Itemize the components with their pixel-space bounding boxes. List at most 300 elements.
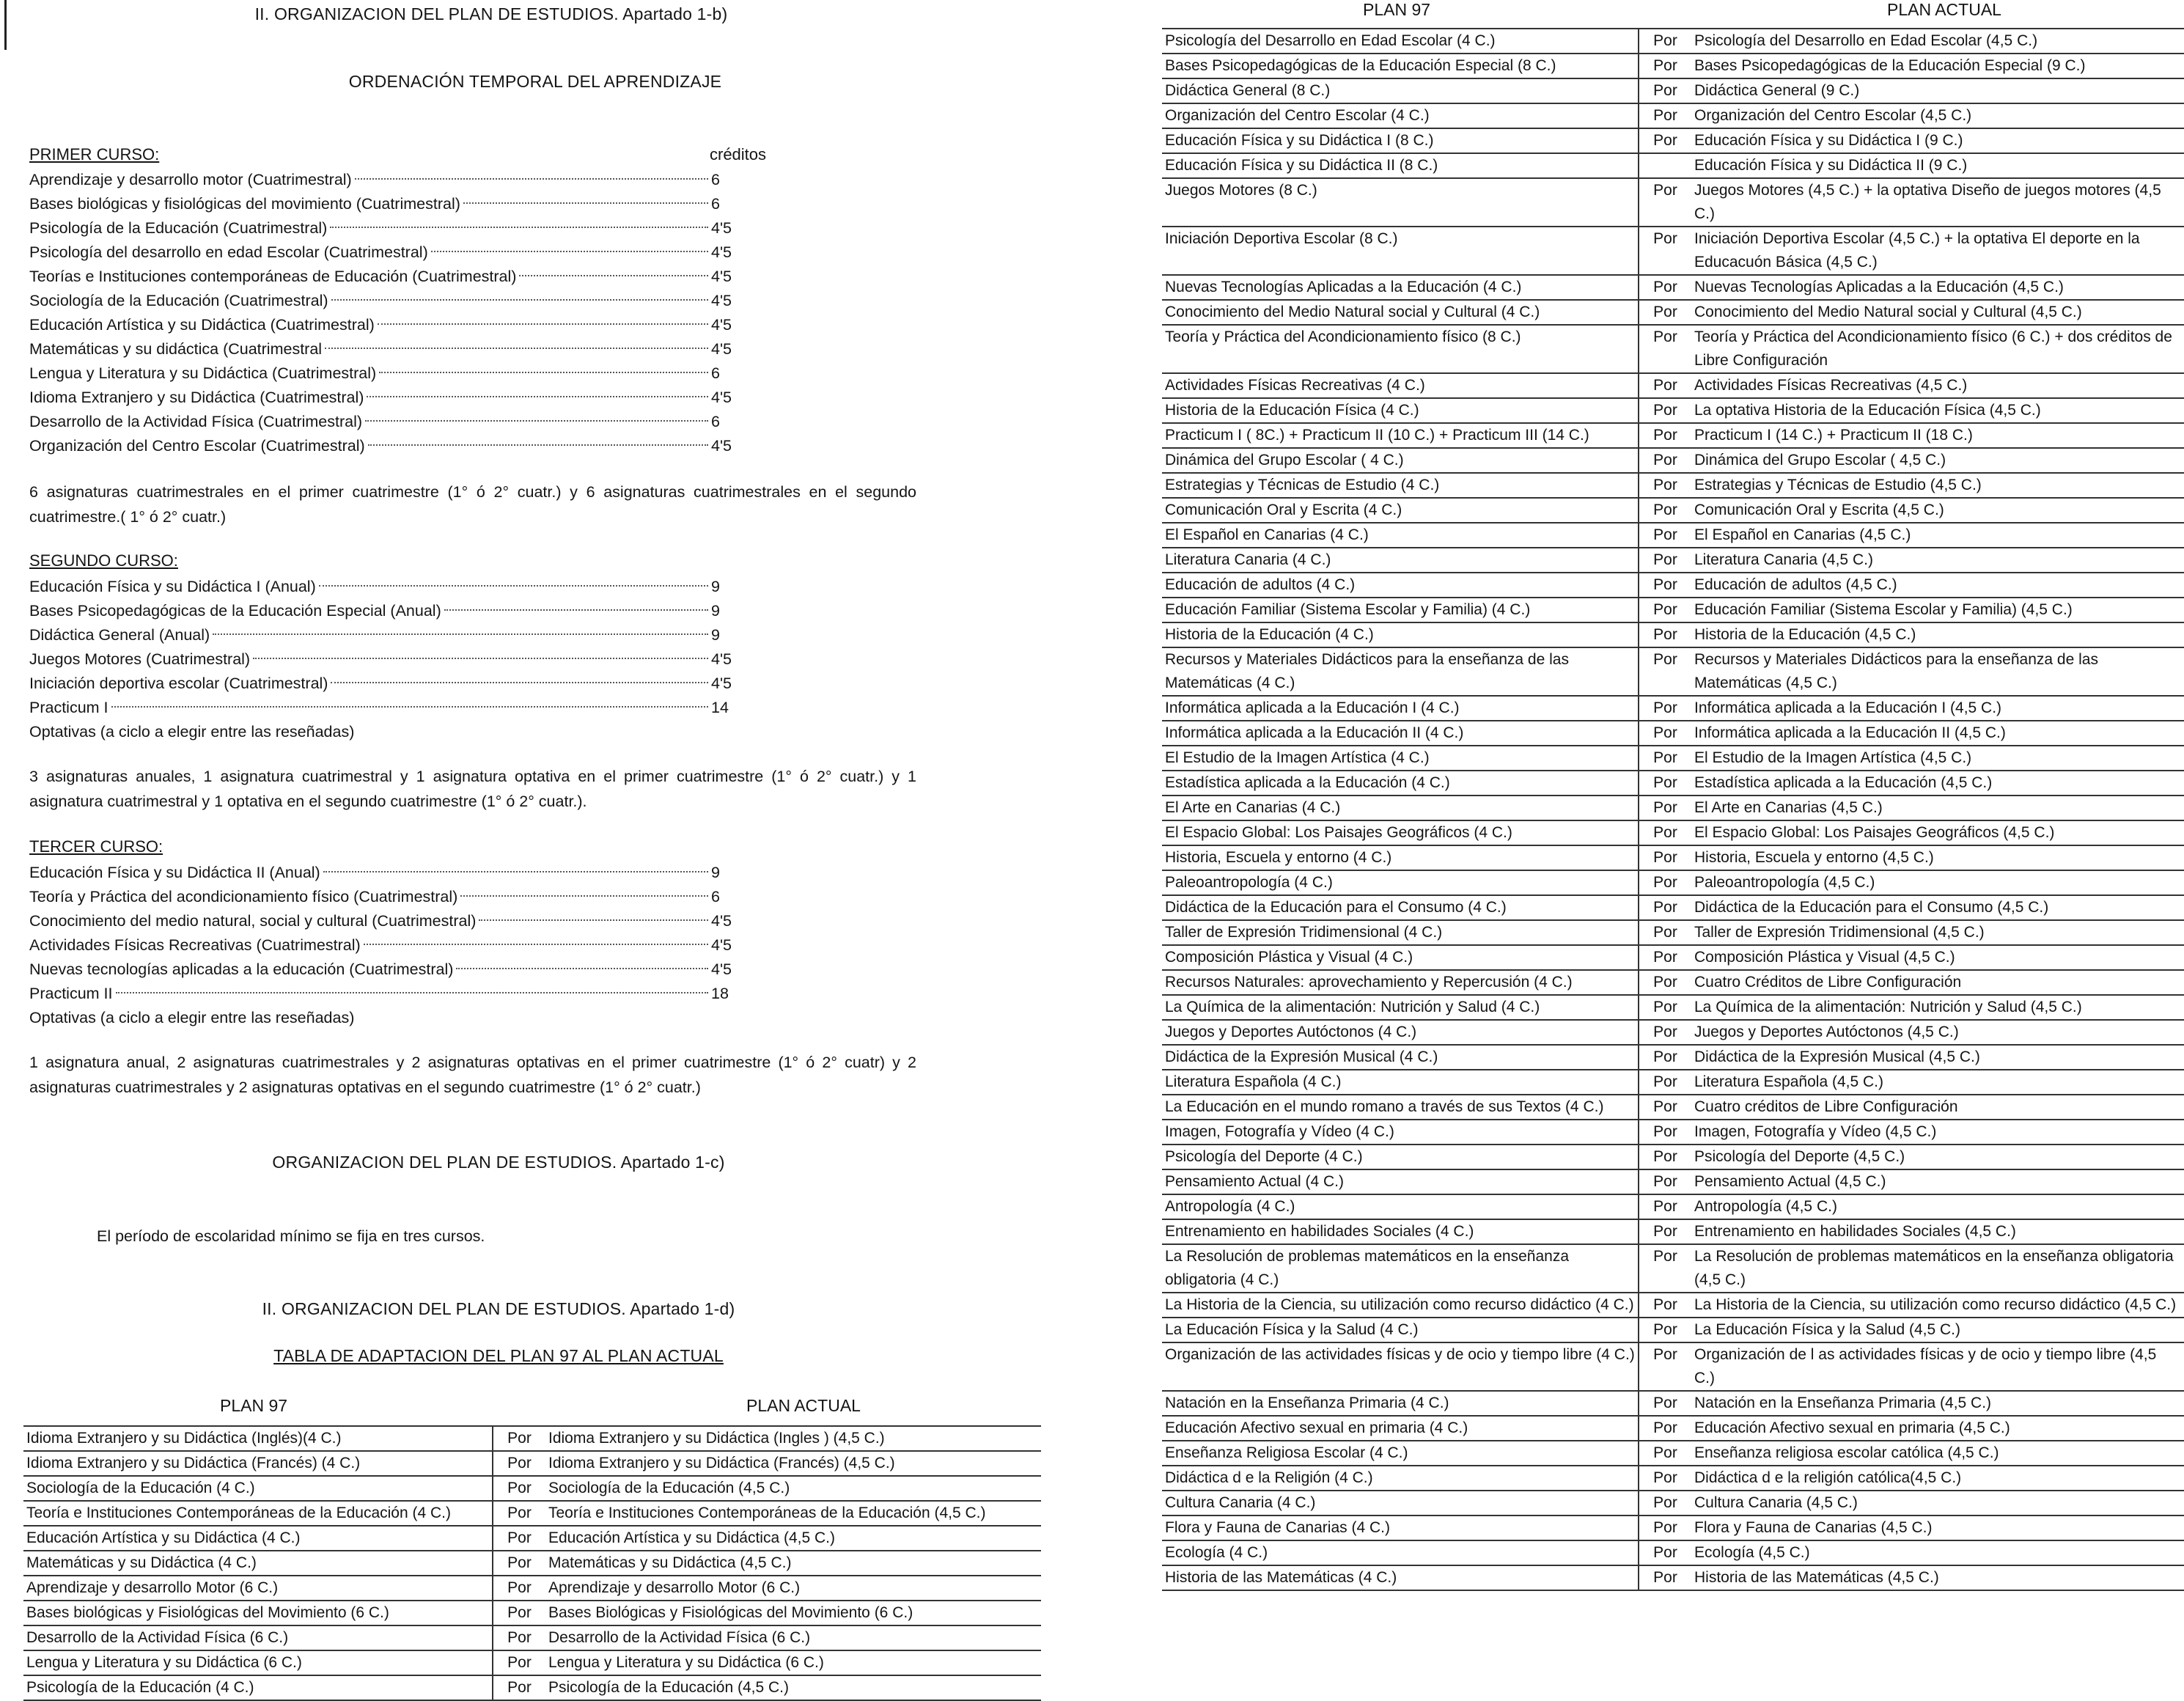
plan-actual-cell: Cuatro Créditos de Libre Configuración bbox=[1691, 970, 2184, 995]
subject-credits: 4'5 bbox=[711, 437, 732, 455]
subject-row bbox=[29, 386, 748, 410]
subject-credits: 4'5 bbox=[711, 650, 732, 668]
plan97-cell: Historia de la Educación Física (4 C.) bbox=[1162, 398, 1639, 423]
subject-name: Practicum II bbox=[29, 985, 113, 1002]
por-cell: Por bbox=[1639, 78, 1691, 103]
adaptation-table-title: TABLA DE ADAPTACION DEL PLAN 97 AL PLAN ACTUAL bbox=[273, 1346, 724, 1365]
plan97-cell: Organización de las actividades físicas y de ocio y tiempo libre (4 C.) bbox=[1162, 1342, 1639, 1391]
subject-name: Aprendizaje y desarrollo motor (Cuatrimestral) bbox=[29, 171, 352, 188]
plan97-cell: Enseñanza Religiosa Escolar (4 C.) bbox=[1162, 1441, 1639, 1466]
third-course-optional: Optativas (a ciclo a elegir entre las reseñadas) bbox=[29, 1009, 355, 1026]
plan-actual-cell: Cuatro créditos de Libre Configuración bbox=[1691, 1095, 2184, 1120]
por-cell: Por bbox=[1639, 573, 1691, 598]
plan-actual-cell: Flora y Fauna de Canarias (4,5 C.) bbox=[1691, 1516, 2184, 1540]
plan97-cell: Literatura Española (4 C.) bbox=[1162, 1070, 1639, 1095]
plan-actual-cell: Desarrollo de la Actividad Física (6 C.) bbox=[545, 1625, 1041, 1650]
plan97-cell: El Espacio Global: Los Paisajes Geográficos (4 C.) bbox=[1162, 820, 1639, 845]
por-cell: Por bbox=[1639, 1120, 1691, 1145]
por-cell: Por bbox=[1639, 1145, 1691, 1169]
table-row bbox=[1162, 647, 2184, 696]
plan-actual-cell: Teoría y Práctica del Acondicionamiento físico (6 C.) + dos créditos de Libre Configuración bbox=[1691, 325, 2184, 373]
plan97-cell: Estadística aplicada a la Educación (4 C.) bbox=[1162, 771, 1639, 796]
plan-actual-cell: La optativa Historia de la Educación Física (4,5 C.) bbox=[1691, 398, 2184, 423]
subject-credits: 9 bbox=[711, 626, 720, 644]
por-cell: Por bbox=[1639, 1070, 1691, 1095]
subject-row bbox=[29, 240, 748, 265]
por-cell: Por bbox=[1639, 1540, 1691, 1565]
subject-row bbox=[29, 647, 748, 672]
subject-credits: 9 bbox=[711, 578, 720, 595]
plan-actual-cell: Bases Biológicas y Fisiológicas del Movimiento (6 C.) bbox=[545, 1601, 1041, 1625]
table-row bbox=[1162, 721, 2184, 746]
plan-actual-cell: Psicología del Desarrollo en Edad Escolar (4,5 C.) bbox=[1691, 29, 2184, 54]
plan-actual-cell: Educación Afectivo sexual en primaria (4,5 C.) bbox=[1691, 1416, 2184, 1441]
table-row bbox=[1162, 1045, 2184, 1070]
subject-credits: 18 bbox=[711, 985, 729, 1002]
por-cell: Por bbox=[1639, 1342, 1691, 1391]
table-row bbox=[1162, 1516, 2184, 1540]
table-row bbox=[1162, 1293, 2184, 1318]
plan-actual-cell: El Espacio Global: Los Paisajes Geográficos (4,5 C.) bbox=[1691, 820, 2184, 845]
subject-credits: 4'5 bbox=[711, 960, 732, 978]
subject-credits: 9 bbox=[711, 602, 720, 620]
plan-actual-cell: Natación en la Enseñanza Primaria (4,5 C.) bbox=[1691, 1391, 2184, 1416]
plan-actual-cell: Taller de Expresión Tridimensional (4,5 C.) bbox=[1691, 920, 2184, 945]
plan97-cell: Practicum I ( 8C.) + Practicum II (10 C.) + Practicum III (14 C.) bbox=[1162, 423, 1639, 448]
plan-actual-cell: Estadística aplicada a la Educación (4,5 C.) bbox=[1691, 771, 2184, 796]
dot-leader bbox=[367, 396, 708, 397]
plan97-cell: Historia, Escuela y entorno (4 C.) bbox=[1162, 845, 1639, 870]
table-row bbox=[1162, 1342, 2184, 1391]
table-row bbox=[1162, 1244, 2184, 1293]
table-row bbox=[1162, 746, 2184, 771]
plan-actual-cell: Aprendizaje y desarrollo Motor (6 C.) bbox=[545, 1576, 1041, 1601]
table-row bbox=[23, 1526, 1041, 1551]
schooling-text: El período de escolaridad mínimo se fija en tres cursos. bbox=[97, 1227, 485, 1245]
table-row bbox=[1162, 1318, 2184, 1342]
plan97-cell: Antropología (4 C.) bbox=[1162, 1194, 1639, 1219]
por-cell: Por bbox=[1639, 29, 1691, 54]
subject-name: Matemáticas y su didáctica (Cuatrimestral bbox=[29, 340, 323, 358]
por-cell: Por bbox=[1639, 1293, 1691, 1318]
left-page bbox=[0, 0, 1070, 1701]
dot-leader bbox=[456, 968, 708, 969]
plan-actual-cell: Organización de l as actividades físicas y de ocio y tiempo libre (4,5 C.) bbox=[1691, 1342, 2184, 1391]
plan97-cell: Psicología del Deporte (4 C.) bbox=[1162, 1145, 1639, 1169]
subject-row bbox=[29, 168, 748, 192]
table-row bbox=[23, 1501, 1041, 1526]
plan97-cell: Desarrollo de la Actividad Física (6 C.) bbox=[23, 1625, 493, 1650]
plan-actual-cell: Psicología de la Educación (4,5 C.) bbox=[545, 1675, 1041, 1700]
plan-actual-cell: Antropología (4,5 C.) bbox=[1691, 1194, 2184, 1219]
plan97-cell: La Historia de la Ciencia, su utilización como recurso didáctico (4 C.) bbox=[1162, 1293, 1639, 1318]
plan-actual-cell: Matemáticas y su Didáctica (4,5 C.) bbox=[545, 1551, 1041, 1576]
plan97-cell: Aprendizaje y desarrollo Motor (6 C.) bbox=[23, 1576, 493, 1601]
table-row bbox=[1162, 1070, 2184, 1095]
por-cell: Por bbox=[493, 1476, 545, 1501]
por-cell: Por bbox=[1639, 548, 1691, 573]
plan-actual-cell: La Resolución de problemas matemáticos en la enseñanza obligatoria (4,5 C.) bbox=[1691, 1244, 2184, 1293]
plan97-cell: Didáctica General (8 C.) bbox=[1162, 78, 1639, 103]
right-col-label-plan97: PLAN 97 bbox=[1363, 0, 1431, 19]
table-row bbox=[1162, 622, 2184, 647]
por-cell: Por bbox=[1639, 275, 1691, 300]
plan97-cell: Idioma Extranjero y su Didáctica (Inglés)(4 C.) bbox=[23, 1426, 493, 1451]
subject-name: Educación Física y su Didáctica II (Anual) bbox=[29, 864, 320, 881]
plan97-cell: Bases biológicas y Fisiológicas del Movimiento (6 C.) bbox=[23, 1601, 493, 1625]
table-row bbox=[1162, 771, 2184, 796]
third-course-subject-list bbox=[29, 861, 748, 1006]
plan-actual-cell: Organización del Centro Escolar (4,5 C.) bbox=[1691, 103, 2184, 128]
por-cell: Por bbox=[1639, 128, 1691, 153]
table-row bbox=[1162, 1120, 2184, 1145]
first-course-subject-list bbox=[29, 168, 748, 458]
table-row bbox=[1162, 845, 2184, 870]
plan97-cell: Composición Plástica y Visual (4 C.) bbox=[1162, 945, 1639, 970]
plan-actual-cell: Educación Familiar (Sistema Escolar y Familia) (4,5 C.) bbox=[1691, 598, 2184, 622]
por-cell: Por bbox=[1639, 523, 1691, 548]
table-row bbox=[1162, 920, 2184, 945]
por-cell: Por bbox=[1639, 1491, 1691, 1516]
por-cell: Por bbox=[1639, 1244, 1691, 1293]
dot-leader bbox=[319, 585, 708, 587]
plan-actual-cell: Didáctica General (9 C.) bbox=[1691, 78, 2184, 103]
plan97-cell: La Educación en el mundo romano a través de sus Textos (4 C.) bbox=[1162, 1095, 1639, 1120]
subject-row bbox=[29, 861, 748, 885]
dot-leader bbox=[331, 682, 708, 683]
table-row bbox=[1162, 895, 2184, 920]
left-col-label-plan97: PLAN 97 bbox=[220, 1396, 288, 1415]
por-cell: Por bbox=[1639, 970, 1691, 995]
plan-actual-cell: Historia de las Matemáticas (4,5 C.) bbox=[1691, 1565, 2184, 1590]
table-row bbox=[1162, 398, 2184, 423]
por-cell: Por bbox=[493, 1501, 545, 1526]
credits-column-label: créditos bbox=[710, 145, 767, 164]
dot-leader bbox=[444, 609, 708, 611]
por-cell: Por bbox=[1639, 796, 1691, 820]
third-course-title: TERCER CURSO: bbox=[29, 837, 163, 856]
subject-credits: 4'5 bbox=[711, 292, 732, 309]
plan-actual-cell: Paleoantropología (4,5 C.) bbox=[1691, 870, 2184, 895]
subject-row bbox=[29, 933, 748, 958]
table-row bbox=[1162, 473, 2184, 498]
table-row bbox=[1162, 227, 2184, 275]
por-cell: Por bbox=[1639, 995, 1691, 1020]
por-cell: Por bbox=[1639, 1095, 1691, 1120]
plan97-cell: Juegos Motores (8 C.) bbox=[1162, 178, 1639, 227]
dot-leader bbox=[331, 299, 708, 301]
subject-row bbox=[29, 265, 748, 289]
plan97-cell: Organización del Centro Escolar (4 C.) bbox=[1162, 103, 1639, 128]
subheading-ordenacion: ORDENACIÓN TEMPORAL DEL APRENDIZAJE bbox=[348, 72, 722, 91]
table-row bbox=[1162, 1194, 2184, 1219]
table-row bbox=[1162, 598, 2184, 622]
subject-name: Teoría y Práctica del acondicionamiento físico (Cuatrimestral) bbox=[29, 888, 458, 905]
subject-row bbox=[29, 885, 748, 909]
dot-leader bbox=[116, 992, 709, 993]
plan97-cell: Educación de adultos (4 C.) bbox=[1162, 573, 1639, 598]
subject-credits: 4'5 bbox=[711, 936, 732, 954]
plan-actual-cell: Literatura Canaria (4,5 C.) bbox=[1691, 548, 2184, 573]
plan97-cell: Pensamiento Actual (4 C.) bbox=[1162, 1169, 1639, 1194]
subject-row bbox=[29, 313, 748, 337]
por-cell: Por bbox=[1639, 1045, 1691, 1070]
subject-name: Actividades Físicas Recreativas (Cuatrimestral) bbox=[29, 936, 361, 954]
plan97-cell: Psicología de la Educación (4 C.) bbox=[23, 1675, 493, 1700]
table-row bbox=[1162, 1219, 2184, 1244]
subject-row bbox=[29, 216, 748, 240]
subject-row bbox=[29, 575, 748, 599]
por-cell: Por bbox=[1639, 920, 1691, 945]
second-course-optional-wrap bbox=[29, 720, 748, 744]
table-row bbox=[1162, 696, 2184, 721]
por-cell: Por bbox=[1639, 1318, 1691, 1342]
table-row bbox=[1162, 1441, 2184, 1466]
subject-name: Idioma Extranjero y su Didáctica (Cuatrimestral) bbox=[29, 389, 364, 406]
plan-actual-cell: Lengua y Literatura y su Didáctica (6 C.) bbox=[545, 1650, 1041, 1675]
plan97-cell: Cultura Canaria (4 C.) bbox=[1162, 1491, 1639, 1516]
plan97-cell: Ecología (4 C.) bbox=[1162, 1540, 1639, 1565]
dot-leader bbox=[379, 372, 708, 373]
table-row bbox=[1162, 325, 2184, 373]
plan-actual-cell: Composición Plástica y Visual (4,5 C.) bbox=[1691, 945, 2184, 970]
plan-actual-cell: Didáctica d e la religión católica(4,5 C.) bbox=[1691, 1466, 2184, 1491]
plan-actual-cell: El Estudio de la Imagen Artística (4,5 C.) bbox=[1691, 746, 2184, 771]
plan97-cell: Iniciación Deportiva Escolar (8 C.) bbox=[1162, 227, 1639, 275]
table-row bbox=[1162, 1565, 2184, 1590]
por-cell: Por bbox=[1639, 746, 1691, 771]
subject-name: Organización del Centro Escolar (Cuatrimestral) bbox=[29, 437, 365, 455]
subject-credits: 6 bbox=[711, 888, 720, 905]
plan-actual-cell: Bases Psicopedagógicas de la Educación Especial (9 C.) bbox=[1691, 54, 2184, 78]
adaptation-table-right bbox=[1162, 28, 2184, 1591]
plan97-cell: Educación Artística y su Didáctica (4 C.) bbox=[23, 1526, 493, 1551]
dot-leader bbox=[463, 202, 708, 204]
subject-credits: 4'5 bbox=[711, 675, 732, 692]
plan97-cell: Dinámica del Grupo Escolar ( 4 C.) bbox=[1162, 448, 1639, 473]
por-cell: Por bbox=[493, 1625, 545, 1650]
plan97-cell: El Español en Canarias (4 C.) bbox=[1162, 523, 1639, 548]
plan-actual-cell: Entrenamiento en habilidades Sociales (4,5 C.) bbox=[1691, 1219, 2184, 1244]
por-cell: Por bbox=[1639, 870, 1691, 895]
table-row bbox=[1162, 1540, 2184, 1565]
first-course-title: PRIMER CURSO: bbox=[29, 145, 160, 164]
table-row bbox=[23, 1451, 1041, 1476]
subject-row bbox=[29, 361, 748, 386]
table-row bbox=[1162, 995, 2184, 1020]
por-cell: Por bbox=[1639, 423, 1691, 448]
plan-actual-cell: Enseñanza religiosa escolar católica (4,5 C.) bbox=[1691, 1441, 2184, 1466]
table-row bbox=[1162, 1491, 2184, 1516]
dot-leader bbox=[355, 178, 708, 180]
por-cell: Por bbox=[1639, 1441, 1691, 1466]
table-row bbox=[1162, 820, 2184, 845]
plan97-cell: Literatura Canaria (4 C.) bbox=[1162, 548, 1639, 573]
plan-actual-cell: Idioma Extranjero y su Didáctica (Ingles ) (4,5 C.) bbox=[545, 1426, 1041, 1451]
plan97-cell: Taller de Expresión Tridimensional (4 C.) bbox=[1162, 920, 1639, 945]
plan-actual-cell: Iniciación Deportiva Escolar (4,5 C.) + la optativa El deporte en la Educacuón Básica (4,5 C.) bbox=[1691, 227, 2184, 275]
plan-actual-cell: Pensamiento Actual (4,5 C.) bbox=[1691, 1169, 2184, 1194]
table-row bbox=[23, 1551, 1041, 1576]
table-row bbox=[1162, 300, 2184, 325]
adaptation-table-left bbox=[23, 1425, 1041, 1701]
plan97-cell: Didáctica de la Expresión Musical (4 C.) bbox=[1162, 1045, 1639, 1070]
right-col-label-plan-actual: PLAN ACTUAL bbox=[1887, 0, 2001, 19]
table-row bbox=[1162, 796, 2184, 820]
por-cell: Por bbox=[1639, 227, 1691, 275]
por-cell: Por bbox=[1639, 1466, 1691, 1491]
subject-credits: 4'5 bbox=[711, 912, 732, 930]
plan-actual-cell: Conocimiento del Medio Natural social y Cultural (4,5 C.) bbox=[1691, 300, 2184, 325]
subject-credits: 4'5 bbox=[711, 340, 732, 358]
table-row bbox=[1162, 970, 2184, 995]
por-cell: Por bbox=[493, 1601, 545, 1625]
por-cell: Por bbox=[1639, 54, 1691, 78]
plan-actual-cell: Literatura Española (4,5 C.) bbox=[1691, 1070, 2184, 1095]
por-cell: Por bbox=[1639, 300, 1691, 325]
subject-row bbox=[29, 982, 748, 1006]
plan-actual-cell: Dinámica del Grupo Escolar ( 4,5 C.) bbox=[1691, 448, 2184, 473]
plan97-cell: Teoría e Instituciones Contemporáneas de la Educación (4 C.) bbox=[23, 1501, 493, 1526]
dot-leader bbox=[111, 706, 708, 708]
plan97-cell: Lengua y Literatura y su Didáctica (6 C.) bbox=[23, 1650, 493, 1675]
table-row bbox=[23, 1476, 1041, 1501]
por-cell: Por bbox=[1639, 325, 1691, 373]
plan-actual-cell: Comunicación Oral y Escrita (4,5 C.) bbox=[1691, 498, 2184, 523]
plan-actual-cell: Informática aplicada a la Educación I (4,5 C.) bbox=[1691, 696, 2184, 721]
plan-actual-cell: Educación de adultos (4,5 C.) bbox=[1691, 573, 2184, 598]
plan97-cell: Informática aplicada a la Educación II (4 C.) bbox=[1162, 721, 1639, 746]
por-cell: Por bbox=[1639, 771, 1691, 796]
plan97-cell: Imagen, Fotografía y Vídeo (4 C.) bbox=[1162, 1120, 1639, 1145]
subject-name: Sociología de la Educación (Cuatrimestral) bbox=[29, 292, 328, 309]
plan-actual-cell: Historia de la Educación (4,5 C.) bbox=[1691, 622, 2184, 647]
por-cell: Por bbox=[1639, 473, 1691, 498]
subject-name: Iniciación deportiva escolar (Cuatrimestral) bbox=[29, 675, 328, 692]
heading-apartado-1d: II. ORGANIZACION DEL PLAN DE ESTUDIOS. Apartado 1-d) bbox=[262, 1299, 735, 1318]
plan97-cell: Educación Familiar (Sistema Escolar y Familia) (4 C.) bbox=[1162, 598, 1639, 622]
dot-leader bbox=[431, 251, 708, 252]
table-row bbox=[1162, 29, 2184, 54]
subject-row bbox=[29, 672, 748, 696]
plan-actual-cell: El Español en Canarias (4,5 C.) bbox=[1691, 523, 2184, 548]
subject-credits: 4'5 bbox=[711, 219, 732, 237]
subject-name: Didáctica General (Anual) bbox=[29, 626, 210, 644]
second-course-optional: Optativas (a ciclo a elegir entre las reseñadas) bbox=[29, 723, 355, 741]
subject-name: Practicum I bbox=[29, 699, 109, 716]
dot-leader bbox=[479, 919, 708, 921]
plan97-cell: Conocimiento del Medio Natural social y Cultural (4 C.) bbox=[1162, 300, 1639, 325]
plan97-cell: La Química de la alimentación: Nutrición y Salud (4 C.) bbox=[1162, 995, 1639, 1020]
dot-leader bbox=[330, 227, 708, 228]
table-row bbox=[23, 1426, 1041, 1451]
por-cell bbox=[1639, 153, 1691, 178]
subject-row bbox=[29, 337, 748, 361]
first-course-note: 6 asignaturas cuatrimestrales en el primer cuatrimestre (1° ó 2° cuatr.) y 6 asignaturas cuatrimestrales en el segundo cuatrimestre.( 1° ó 2° cuatr.) bbox=[29, 483, 916, 526]
subject-credits: 4'5 bbox=[711, 389, 732, 406]
plan97-cell: Entrenamiento en habilidades Sociales (4 C.) bbox=[1162, 1219, 1639, 1244]
plan-actual-cell: Didáctica de la Educación para el Consumo (4,5 C.) bbox=[1691, 895, 2184, 920]
table-row bbox=[1162, 945, 2184, 970]
por-cell: Por bbox=[1639, 1219, 1691, 1244]
por-cell: Por bbox=[493, 1526, 545, 1551]
plan97-cell: Recursos Naturales: aprovechamiento y Repercusión (4 C.) bbox=[1162, 970, 1639, 995]
subject-row bbox=[29, 696, 748, 720]
table-row bbox=[1162, 54, 2184, 78]
subject-credits: 4'5 bbox=[711, 316, 732, 334]
por-cell: Por bbox=[1639, 373, 1691, 398]
dot-leader bbox=[519, 275, 708, 276]
plan-actual-cell: Historia, Escuela y entorno (4,5 C.) bbox=[1691, 845, 2184, 870]
subject-name: Juegos Motores (Cuatrimestral) bbox=[29, 650, 251, 668]
plan-actual-cell: El Arte en Canarias (4,5 C.) bbox=[1691, 796, 2184, 820]
subject-name: Teorías e Instituciones contemporáneas de Educación (Cuatrimestral) bbox=[29, 268, 517, 285]
table-row bbox=[1162, 1095, 2184, 1120]
por-cell: Por bbox=[493, 1576, 545, 1601]
dot-leader bbox=[364, 944, 708, 945]
table-row bbox=[1162, 103, 2184, 128]
subject-name: Educación Física y su Didáctica I (Anual) bbox=[29, 578, 316, 595]
plan-actual-cell: Informática aplicada a la Educación II (4,5 C.) bbox=[1691, 721, 2184, 746]
third-course-note: 1 asignatura anual, 2 asignaturas cuatrimestrales y 2 asignaturas optativas en el primer cuatrimestre (1° ó 2° cuatr) y 2 asignaturas cuatrimestrales y 2 asignaturas optativas en el segundo cuatrimestre (1° ó 2° cuatr.) bbox=[29, 1054, 916, 1096]
table-row bbox=[1162, 573, 2184, 598]
subject-credits: 14 bbox=[711, 699, 729, 716]
subject-row bbox=[29, 410, 748, 434]
table-row bbox=[1162, 423, 2184, 448]
subject-credits: 6 bbox=[711, 171, 720, 188]
plan97-cell: Bases Psicopedagógicas de la Educación Especial (8 C.) bbox=[1162, 54, 1639, 78]
table-row bbox=[23, 1650, 1041, 1675]
plan-actual-cell: Recursos y Materiales Didácticos para la enseñanza de las Matemáticas (4,5 C.) bbox=[1691, 647, 2184, 696]
table-row bbox=[1162, 498, 2184, 523]
plan-actual-cell: Cultura Canaria (4,5 C.) bbox=[1691, 1491, 2184, 1516]
table-row bbox=[1162, 1020, 2184, 1045]
por-cell: Por bbox=[1639, 1516, 1691, 1540]
por-cell: Por bbox=[1639, 845, 1691, 870]
por-cell: Por bbox=[1639, 103, 1691, 128]
table-row bbox=[1162, 448, 2184, 473]
table-row bbox=[1162, 153, 2184, 178]
subject-credits: 6 bbox=[711, 195, 720, 213]
plan-actual-cell: Estrategias y Técnicas de Estudio (4,5 C.) bbox=[1691, 473, 2184, 498]
subject-name: Psicología del desarrollo en edad Escolar (Cuatrimestral) bbox=[29, 243, 428, 261]
subject-row bbox=[29, 623, 748, 647]
subject-row bbox=[29, 958, 748, 982]
subject-row bbox=[29, 909, 748, 933]
dot-leader bbox=[213, 633, 708, 635]
dot-leader bbox=[323, 871, 708, 872]
por-cell: Por bbox=[1639, 1391, 1691, 1416]
plan-actual-cell: La Química de la alimentación: Nutrición y Salud (4,5 C.) bbox=[1691, 995, 2184, 1020]
table-row bbox=[1162, 1169, 2184, 1194]
plan97-cell: Informática aplicada a la Educación I (4 C.) bbox=[1162, 696, 1639, 721]
plan-actual-cell: Juegos Motores (4,5 C.) + la optativa Diseño de juegos motores (4,5 C.) bbox=[1691, 178, 2184, 227]
plan97-cell: Recursos y Materiales Didácticos para la enseñanza de las Matemáticas (4 C.) bbox=[1162, 647, 1639, 696]
subject-row bbox=[29, 192, 748, 216]
plan97-cell: Educación Física y su Didáctica I (8 C.) bbox=[1162, 128, 1639, 153]
por-cell: Por bbox=[1639, 448, 1691, 473]
plan97-cell: Nuevas Tecnologías Aplicadas a la Educación (4 C.) bbox=[1162, 275, 1639, 300]
table-row bbox=[23, 1601, 1041, 1625]
plan-actual-cell: Teoría e Instituciones Contemporáneas de la Educación (4,5 C.) bbox=[545, 1501, 1041, 1526]
subject-name: Lengua y Literatura y su Didáctica (Cuatrimestral) bbox=[29, 364, 377, 382]
subject-credits: 6 bbox=[711, 413, 720, 430]
subject-row bbox=[29, 434, 748, 458]
dot-leader bbox=[365, 420, 708, 422]
por-cell: Por bbox=[1639, 1020, 1691, 1045]
table-row bbox=[1162, 1416, 2184, 1441]
por-cell: Por bbox=[1639, 398, 1691, 423]
